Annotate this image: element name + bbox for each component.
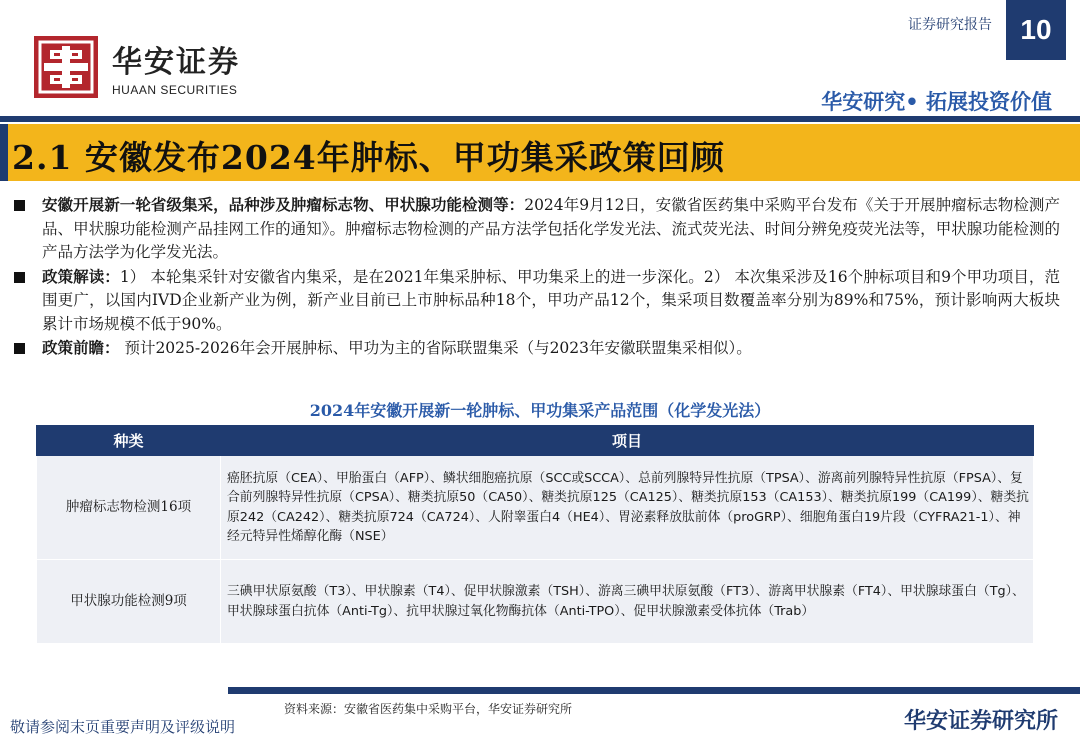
bullet-body: 1） 本轮集采针对安徽省内集采，是在2021年集采肿标、甲功集采上的进一步深化。2） 本次集采涉及16个肿标项目和9个甲功项目，范围更广，以国内IVD企业新产业为例，新产业目前已上市肿标品种18个，甲功产品12个，集采项目数覆盖率分别为89%和75%，预计影响两大板块累计市场规模不低于90%。	[42, 267, 1060, 333]
row-items: 三碘甲状原氨酸（T3）、甲状腺素（T4）、促甲状腺激素（TSH）、游离三碘甲状原氨酸（FT3）、游离甲状腺素（FT4）、甲状腺球蛋白（Tg）、甲状腺球蛋白抗体（Anti-Tg）、抗甲状腺过氧化物酶抗体（Anti-TPO）、促甲状腺激素受体抗体（Trab）	[221, 560, 1034, 644]
bullet-body: 2024年9月12日，安徽省医药集中采购平台发布《关于开展肿瘤标志物检测产品、甲状腺功能检测产品挂网工作的通知》。肿瘤标志物检测的产品方法学包括化学发光法、流式荧光法、时间分辨免疫荧光法等，甲状腺功能检测的产品方法学为化学发光法。	[42, 196, 1060, 261]
disclaimer-link[interactable]: 敬请参阅末页重要声明及评级说明	[10, 718, 236, 736]
table-row	[37, 456, 1034, 560]
header-items: 项目	[221, 426, 1034, 456]
bullet-item	[14, 336, 1060, 361]
report-type-label: 证券研究报告	[908, 17, 992, 33]
header-divider	[0, 116, 1080, 122]
page-number: 10	[1006, 0, 1066, 60]
product-scope-table	[36, 425, 1034, 644]
page-title: 2.1 安徽发布2024年肿标、甲功集采政策回顾	[12, 138, 725, 177]
header-category: 种类	[37, 426, 221, 456]
row-category: 肿瘤标志物检测16项	[37, 456, 221, 560]
logo-emblem-icon	[34, 36, 98, 98]
bullet-lead: 安徽开展新一轮省级集采，品种涉及肿瘤标志物、甲状腺功能检测等：	[42, 195, 525, 214]
logo	[34, 36, 240, 98]
bullet-item	[14, 193, 1060, 265]
table-caption: 2024年安徽开展新一轮肿标、甲功集采产品范围（化学发光法）	[309, 401, 771, 420]
row-items: 癌胚抗原（CEA）、甲胎蛋白（AFP）、鳞状细胞癌抗原（SCC或SCCA）、总前列腺特异性抗原（TPSA）、游离前列腺特异性抗原（FPSA）、复合前列腺特异性抗原（CPSA）、糖类抗原50（CA50）、糖类抗原125（CA125）、糖类抗原153（CA153）、糖类抗原199（CA199）、糖类抗原242（CA242）、糖类抗原724（CA724）、人附睾蛋白4（HE4）、胃泌素释放肽前体（proGRP）、细胞角蛋白19片段（CYFRA21-1）、神经元特异性烯醇化酶（NSE）	[221, 456, 1034, 560]
logo-english-name: HUAAN SECURITIES	[112, 83, 238, 97]
title-bar-accent	[0, 124, 8, 181]
bullet-item	[14, 265, 1060, 337]
square-bullet-icon	[14, 200, 25, 211]
slogan: 华安研究• 拓展投资价值	[821, 90, 1052, 114]
logo-chinese-name: 华安证券	[112, 45, 240, 80]
table-row	[37, 560, 1034, 644]
footer-divider	[228, 687, 1080, 694]
title-bar	[0, 124, 1080, 181]
bullet-lead: 政策前瞻：	[42, 338, 120, 357]
source-note: 资料来源：安徽省医药集中采购平台，华安证券研究所	[284, 702, 573, 716]
bullet-lead: 政策解读：	[42, 266, 120, 286]
footer-brand: 华安证券研究所	[903, 709, 1058, 734]
table-header-row	[37, 426, 1034, 456]
bullet-body: 预计2025-2026年会开展肿标、甲功为主的省际联盟集采（与2023年安徽联盟集采相似）。	[119, 339, 752, 357]
bullet-list	[14, 193, 1060, 361]
square-bullet-icon	[14, 272, 25, 283]
square-bullet-icon	[14, 343, 25, 354]
row-category: 甲状腺功能检测9项	[37, 560, 221, 644]
